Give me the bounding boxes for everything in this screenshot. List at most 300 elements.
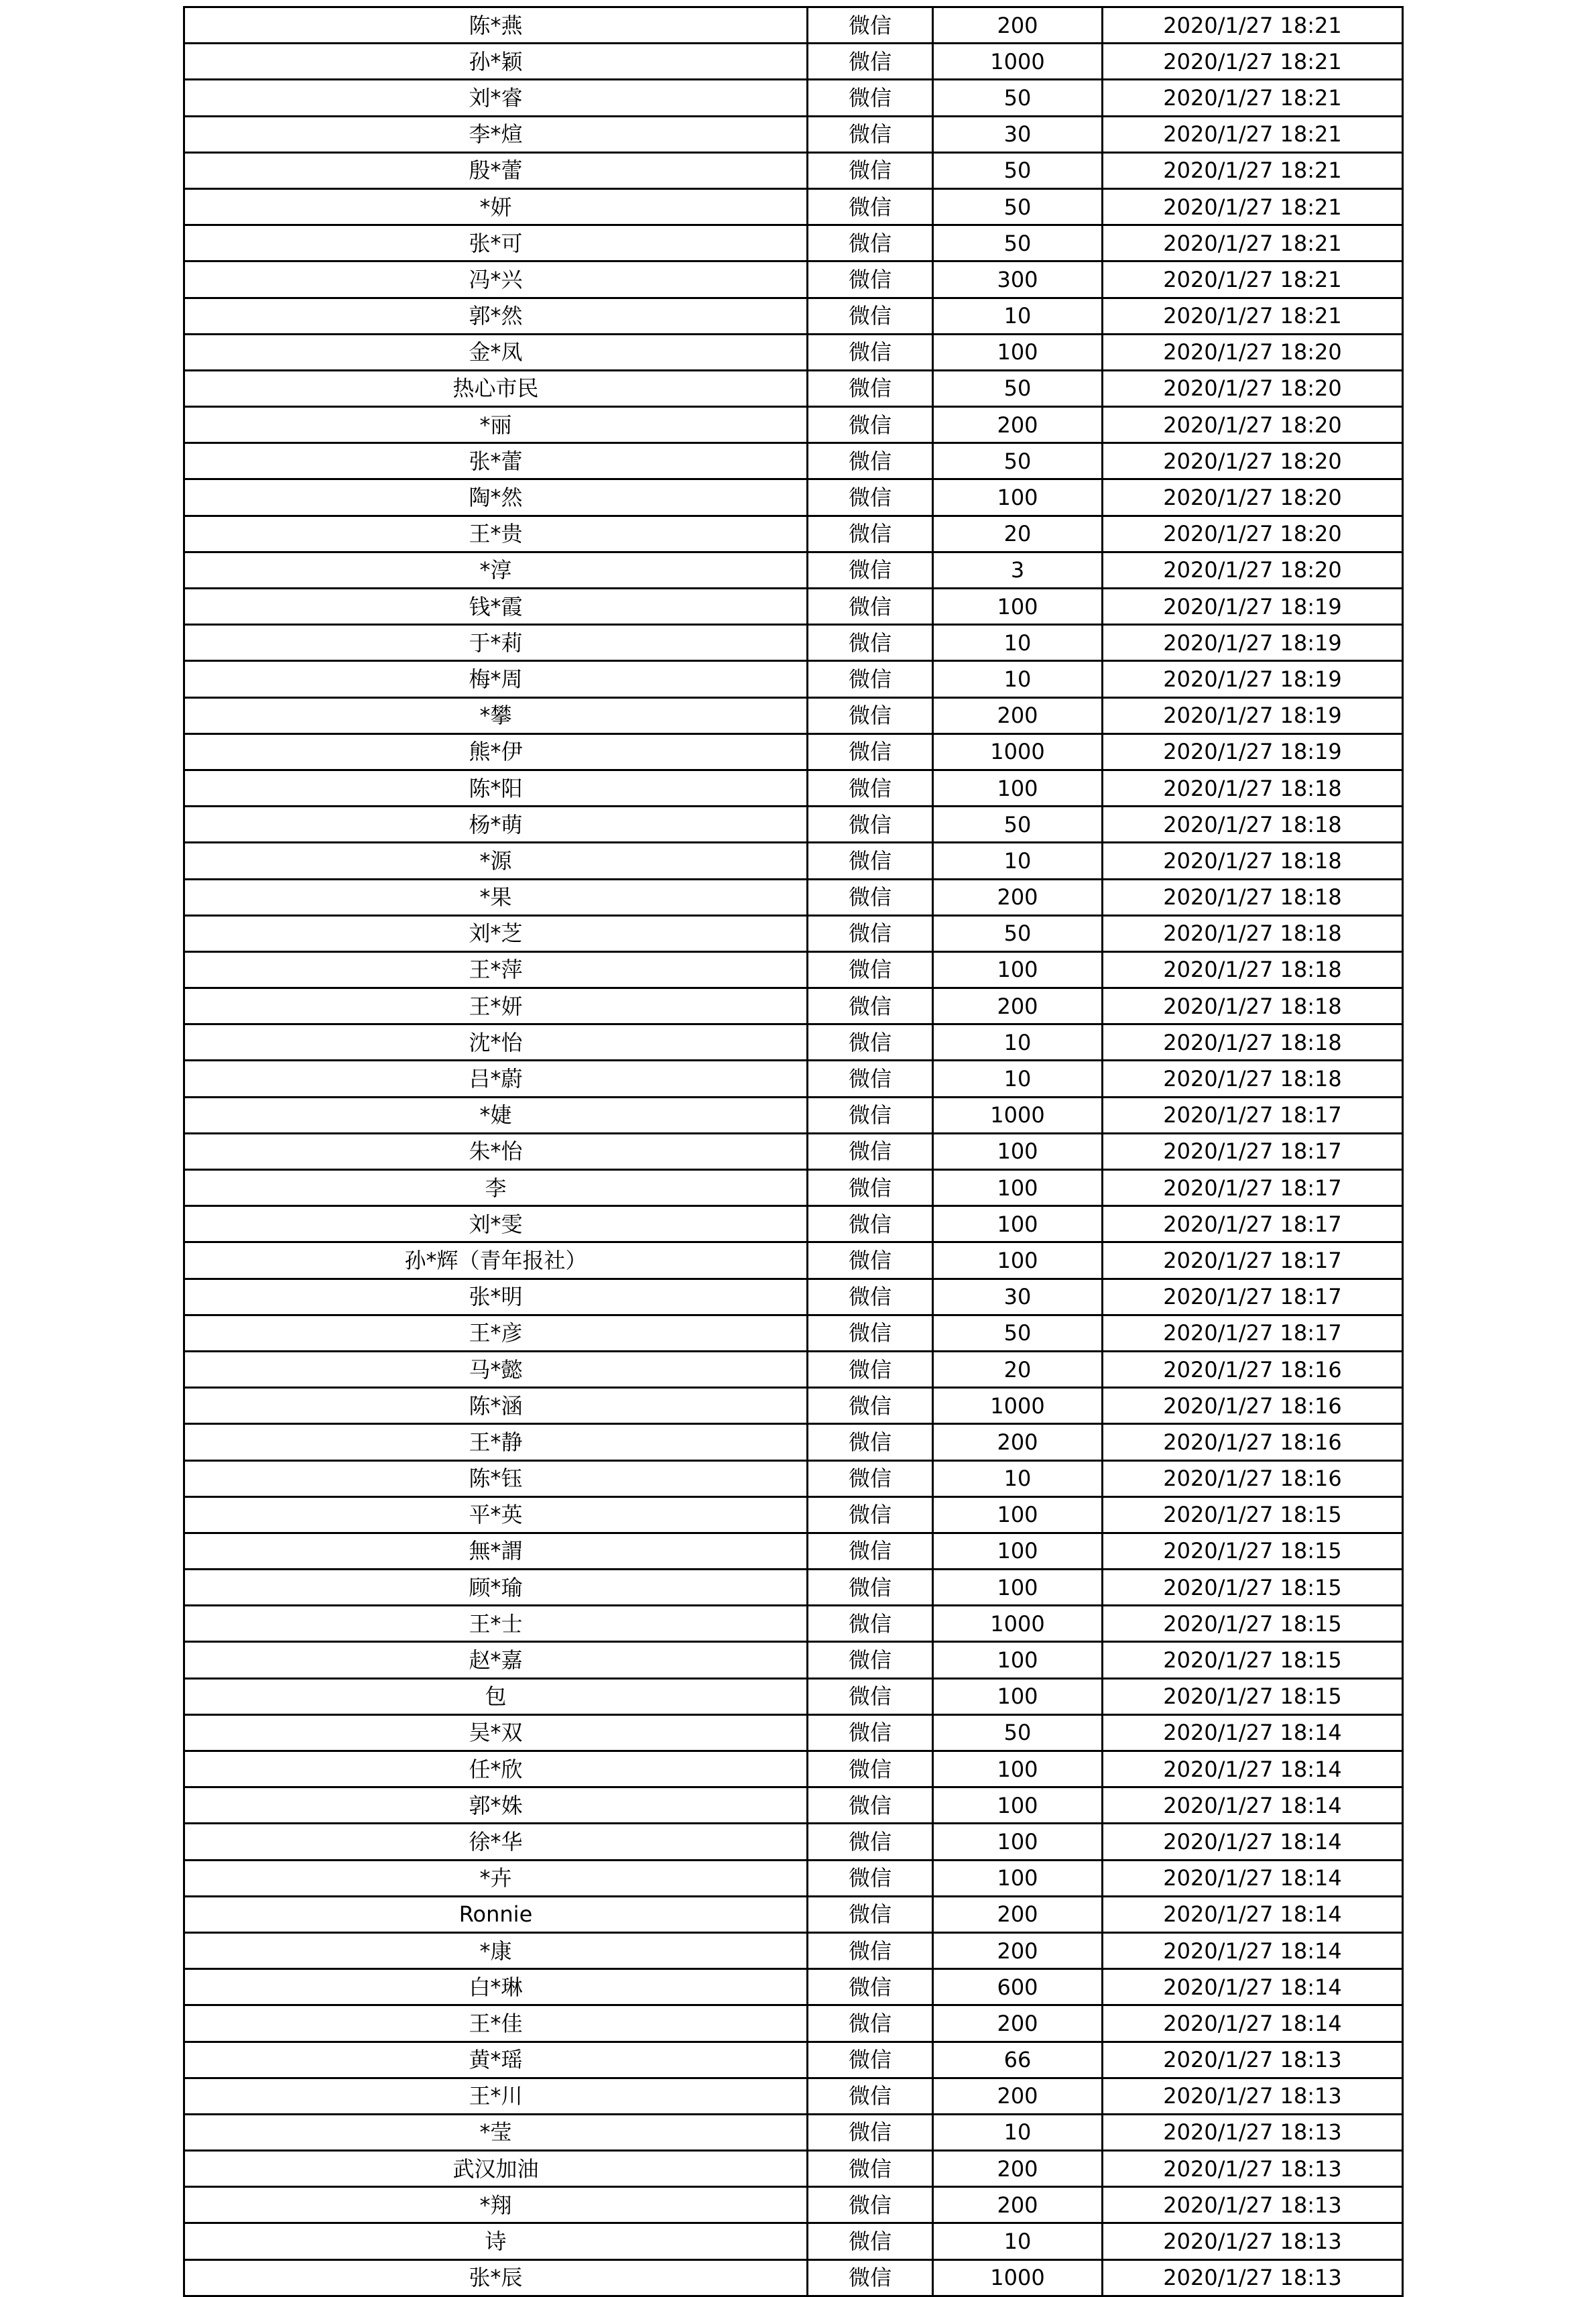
donor-name-cell: 殷*蕾 bbox=[184, 152, 808, 188]
payment-method-cell: 微信 bbox=[808, 1388, 933, 1424]
timestamp-cell: 2020/1/27 18:20 bbox=[1103, 443, 1403, 479]
payment-method-cell: 微信 bbox=[808, 1097, 933, 1133]
donation-table-body bbox=[184, 7, 1403, 2296]
donor-name-cell: *妍 bbox=[184, 188, 808, 225]
table-row bbox=[184, 1678, 1403, 1714]
donor-name-cell: 张*蕾 bbox=[184, 443, 808, 479]
donor-name-cell: 李 bbox=[184, 1170, 808, 1206]
payment-method-cell: 微信 bbox=[808, 1279, 933, 1315]
amount-cell: 600 bbox=[933, 1969, 1103, 2005]
donor-name-cell: 钱*霞 bbox=[184, 589, 808, 625]
timestamp-cell: 2020/1/27 18:14 bbox=[1103, 1932, 1403, 1968]
amount-cell: 200 bbox=[933, 2187, 1103, 2223]
timestamp-cell: 2020/1/27 18:14 bbox=[1103, 1824, 1403, 1860]
amount-cell: 200 bbox=[933, 988, 1103, 1024]
table-row bbox=[184, 1496, 1403, 1533]
timestamp-cell: 2020/1/27 18:19 bbox=[1103, 733, 1403, 770]
timestamp-cell: 2020/1/27 18:17 bbox=[1103, 1315, 1403, 1351]
payment-method-cell: 微信 bbox=[808, 733, 933, 770]
table-row bbox=[184, 2259, 1403, 2296]
payment-method-cell: 微信 bbox=[808, 225, 933, 261]
amount-cell: 30 bbox=[933, 116, 1103, 152]
donor-name-cell: 马*懿 bbox=[184, 1351, 808, 1387]
table-row bbox=[184, 807, 1403, 843]
payment-method-cell: 微信 bbox=[808, 770, 933, 806]
payment-method-cell: 微信 bbox=[808, 552, 933, 588]
timestamp-cell: 2020/1/27 18:20 bbox=[1103, 479, 1403, 516]
table-row bbox=[184, 1279, 1403, 1315]
donor-name-cell: 张*明 bbox=[184, 1279, 808, 1315]
amount-cell: 10 bbox=[933, 843, 1103, 879]
donor-name-cell: 吴*双 bbox=[184, 1714, 808, 1751]
donor-name-cell: 陈*涵 bbox=[184, 1388, 808, 1424]
payment-method-cell: 微信 bbox=[808, 516, 933, 552]
table-row bbox=[184, 661, 1403, 697]
payment-method-cell: 微信 bbox=[808, 1242, 933, 1279]
donor-name-cell: 王*贵 bbox=[184, 516, 808, 552]
payment-method-cell: 微信 bbox=[808, 2078, 933, 2114]
timestamp-cell: 2020/1/27 18:21 bbox=[1103, 7, 1403, 44]
donor-name-cell: 白*琳 bbox=[184, 1969, 808, 2005]
table-row bbox=[184, 1533, 1403, 1569]
donor-name-cell: 陈*燕 bbox=[184, 7, 808, 44]
payment-method-cell: 微信 bbox=[808, 589, 933, 625]
donor-name-cell: 诗 bbox=[184, 2223, 808, 2259]
amount-cell: 10 bbox=[933, 661, 1103, 697]
donor-name-cell: 热心市民 bbox=[184, 370, 808, 406]
table-row bbox=[184, 1024, 1403, 1061]
donor-name-cell: 郭*然 bbox=[184, 298, 808, 334]
donor-name-cell: 孙*辉（青年报社） bbox=[184, 1242, 808, 1279]
donor-name-cell: 顾*瑜 bbox=[184, 1570, 808, 1606]
amount-cell: 10 bbox=[933, 625, 1103, 661]
payment-method-cell: 微信 bbox=[808, 1932, 933, 1968]
donor-name-cell: 张*辰 bbox=[184, 2259, 808, 2296]
timestamp-cell: 2020/1/27 18:21 bbox=[1103, 188, 1403, 225]
donor-name-cell: 王*川 bbox=[184, 2078, 808, 2114]
table-row bbox=[184, 1787, 1403, 1824]
timestamp-cell: 2020/1/27 18:20 bbox=[1103, 516, 1403, 552]
amount-cell: 20 bbox=[933, 516, 1103, 552]
amount-cell: 100 bbox=[933, 1570, 1103, 1606]
payment-method-cell: 微信 bbox=[808, 116, 933, 152]
amount-cell: 100 bbox=[933, 770, 1103, 806]
timestamp-cell: 2020/1/27 18:15 bbox=[1103, 1533, 1403, 1569]
table-row bbox=[184, 1824, 1403, 1860]
timestamp-cell: 2020/1/27 18:18 bbox=[1103, 1024, 1403, 1061]
table-row bbox=[184, 188, 1403, 225]
payment-method-cell: 微信 bbox=[808, 443, 933, 479]
donor-name-cell: Ronnie bbox=[184, 1896, 808, 1932]
donor-name-cell: 熊*伊 bbox=[184, 733, 808, 770]
payment-method-cell: 微信 bbox=[808, 1206, 933, 1242]
payment-method-cell: 微信 bbox=[808, 298, 933, 334]
payment-method-cell: 微信 bbox=[808, 1424, 933, 1460]
table-row bbox=[184, 407, 1403, 443]
donor-name-cell: 王*萍 bbox=[184, 951, 808, 988]
timestamp-cell: 2020/1/27 18:18 bbox=[1103, 988, 1403, 1024]
table-row bbox=[184, 589, 1403, 625]
timestamp-cell: 2020/1/27 18:19 bbox=[1103, 589, 1403, 625]
payment-method-cell: 微信 bbox=[808, 1170, 933, 1206]
table-row bbox=[184, 770, 1403, 806]
timestamp-cell: 2020/1/27 18:13 bbox=[1103, 2078, 1403, 2114]
timestamp-cell: 2020/1/27 18:13 bbox=[1103, 2114, 1403, 2150]
amount-cell: 50 bbox=[933, 152, 1103, 188]
donor-name-cell: 刘*雯 bbox=[184, 1206, 808, 1242]
amount-cell: 50 bbox=[933, 1315, 1103, 1351]
payment-method-cell: 微信 bbox=[808, 152, 933, 188]
payment-method-cell: 微信 bbox=[808, 807, 933, 843]
payment-method-cell: 微信 bbox=[808, 1642, 933, 1678]
donor-name-cell: 冯*兴 bbox=[184, 261, 808, 298]
amount-cell: 30 bbox=[933, 1279, 1103, 1315]
table-row bbox=[184, 7, 1403, 44]
amount-cell: 200 bbox=[933, 1896, 1103, 1932]
timestamp-cell: 2020/1/27 18:18 bbox=[1103, 770, 1403, 806]
amount-cell: 100 bbox=[933, 1206, 1103, 1242]
amount-cell: 1000 bbox=[933, 733, 1103, 770]
donor-name-cell: 陈*钰 bbox=[184, 1460, 808, 1496]
amount-cell: 100 bbox=[933, 1642, 1103, 1678]
amount-cell: 200 bbox=[933, 407, 1103, 443]
payment-method-cell: 微信 bbox=[808, 1714, 933, 1751]
payment-method-cell: 微信 bbox=[808, 44, 933, 80]
timestamp-cell: 2020/1/27 18:13 bbox=[1103, 2042, 1403, 2078]
payment-method-cell: 微信 bbox=[808, 915, 933, 951]
donor-name-cell: *翔 bbox=[184, 2187, 808, 2223]
table-row bbox=[184, 44, 1403, 80]
amount-cell: 100 bbox=[933, 479, 1103, 516]
timestamp-cell: 2020/1/27 18:13 bbox=[1103, 2187, 1403, 2223]
table-row bbox=[184, 1932, 1403, 1968]
donor-name-cell: 刘*睿 bbox=[184, 80, 808, 116]
table-row bbox=[184, 479, 1403, 516]
table-row bbox=[184, 298, 1403, 334]
timestamp-cell: 2020/1/27 18:19 bbox=[1103, 625, 1403, 661]
donation-table bbox=[183, 6, 1404, 2297]
payment-method-cell: 微信 bbox=[808, 988, 933, 1024]
donor-name-cell: 陶*然 bbox=[184, 479, 808, 516]
payment-method-cell: 微信 bbox=[808, 1860, 933, 1896]
amount-cell: 200 bbox=[933, 2005, 1103, 2042]
donor-name-cell: 王*静 bbox=[184, 1424, 808, 1460]
donor-name-cell: 王*妍 bbox=[184, 988, 808, 1024]
donor-name-cell: *丽 bbox=[184, 407, 808, 443]
table-row bbox=[184, 1061, 1403, 1097]
timestamp-cell: 2020/1/27 18:17 bbox=[1103, 1206, 1403, 1242]
donor-name-cell: 黄*瑶 bbox=[184, 2042, 808, 2078]
table-row bbox=[184, 261, 1403, 298]
timestamp-cell: 2020/1/27 18:20 bbox=[1103, 334, 1403, 370]
table-row bbox=[184, 1460, 1403, 1496]
donor-name-cell: 武汉加油 bbox=[184, 2151, 808, 2187]
table-row bbox=[184, 2042, 1403, 2078]
amount-cell: 66 bbox=[933, 2042, 1103, 2078]
donor-name-cell: *康 bbox=[184, 1932, 808, 1968]
table-row bbox=[184, 2223, 1403, 2259]
timestamp-cell: 2020/1/27 18:16 bbox=[1103, 1460, 1403, 1496]
timestamp-cell: 2020/1/27 18:13 bbox=[1103, 2223, 1403, 2259]
timestamp-cell: 2020/1/27 18:14 bbox=[1103, 1896, 1403, 1932]
table-row bbox=[184, 1642, 1403, 1678]
table-row bbox=[184, 1751, 1403, 1787]
timestamp-cell: 2020/1/27 18:16 bbox=[1103, 1424, 1403, 1460]
timestamp-cell: 2020/1/27 18:14 bbox=[1103, 1787, 1403, 1824]
table-row bbox=[184, 733, 1403, 770]
timestamp-cell: 2020/1/27 18:14 bbox=[1103, 1751, 1403, 1787]
payment-method-cell: 微信 bbox=[808, 1570, 933, 1606]
amount-cell: 10 bbox=[933, 1024, 1103, 1061]
amount-cell: 20 bbox=[933, 1351, 1103, 1387]
payment-method-cell: 微信 bbox=[808, 7, 933, 44]
timestamp-cell: 2020/1/27 18:21 bbox=[1103, 152, 1403, 188]
payment-method-cell: 微信 bbox=[808, 1315, 933, 1351]
timestamp-cell: 2020/1/27 18:14 bbox=[1103, 1714, 1403, 1751]
payment-method-cell: 微信 bbox=[808, 951, 933, 988]
table-row bbox=[184, 2187, 1403, 2223]
donor-name-cell: 沈*怡 bbox=[184, 1024, 808, 1061]
payment-method-cell: 微信 bbox=[808, 1824, 933, 1860]
table-row bbox=[184, 116, 1403, 152]
amount-cell: 100 bbox=[933, 1824, 1103, 1860]
timestamp-cell: 2020/1/27 18:21 bbox=[1103, 298, 1403, 334]
donor-name-cell: 于*莉 bbox=[184, 625, 808, 661]
table-row bbox=[184, 1424, 1403, 1460]
amount-cell: 50 bbox=[933, 225, 1103, 261]
table-row bbox=[184, 1170, 1403, 1206]
payment-method-cell: 微信 bbox=[808, 1496, 933, 1533]
payment-method-cell: 微信 bbox=[808, 697, 933, 733]
table-row bbox=[184, 1351, 1403, 1387]
amount-cell: 1000 bbox=[933, 1097, 1103, 1133]
timestamp-cell: 2020/1/27 18:15 bbox=[1103, 1496, 1403, 1533]
table-row bbox=[184, 552, 1403, 588]
table-row bbox=[184, 915, 1403, 951]
donor-name-cell: *攀 bbox=[184, 697, 808, 733]
table-row bbox=[184, 2151, 1403, 2187]
amount-cell: 3 bbox=[933, 552, 1103, 588]
table-row bbox=[184, 2078, 1403, 2114]
payment-method-cell: 微信 bbox=[808, 370, 933, 406]
table-row bbox=[184, 1860, 1403, 1896]
table-row bbox=[184, 370, 1403, 406]
donor-name-cell: 梅*周 bbox=[184, 661, 808, 697]
timestamp-cell: 2020/1/27 18:20 bbox=[1103, 552, 1403, 588]
payment-method-cell: 微信 bbox=[808, 1787, 933, 1824]
table-row bbox=[184, 516, 1403, 552]
amount-cell: 200 bbox=[933, 1932, 1103, 1968]
amount-cell: 1000 bbox=[933, 1606, 1103, 1642]
table-row bbox=[184, 225, 1403, 261]
payment-method-cell: 微信 bbox=[808, 1024, 933, 1061]
amount-cell: 50 bbox=[933, 443, 1103, 479]
table-row bbox=[184, 1714, 1403, 1751]
payment-method-cell: 微信 bbox=[808, 661, 933, 697]
timestamp-cell: 2020/1/27 18:21 bbox=[1103, 225, 1403, 261]
amount-cell: 100 bbox=[933, 1751, 1103, 1787]
amount-cell: 200 bbox=[933, 7, 1103, 44]
table-row bbox=[184, 1206, 1403, 1242]
timestamp-cell: 2020/1/27 18:18 bbox=[1103, 807, 1403, 843]
donor-name-cell: 平*英 bbox=[184, 1496, 808, 1533]
amount-cell: 10 bbox=[933, 2223, 1103, 2259]
timestamp-cell: 2020/1/27 18:18 bbox=[1103, 843, 1403, 879]
amount-cell: 50 bbox=[933, 80, 1103, 116]
timestamp-cell: 2020/1/27 18:15 bbox=[1103, 1606, 1403, 1642]
amount-cell: 100 bbox=[933, 1170, 1103, 1206]
amount-cell: 200 bbox=[933, 2078, 1103, 2114]
amount-cell: 1000 bbox=[933, 1388, 1103, 1424]
timestamp-cell: 2020/1/27 18:17 bbox=[1103, 1133, 1403, 1169]
payment-method-cell: 微信 bbox=[808, 843, 933, 879]
amount-cell: 50 bbox=[933, 915, 1103, 951]
table-row bbox=[184, 988, 1403, 1024]
amount-cell: 50 bbox=[933, 807, 1103, 843]
timestamp-cell: 2020/1/27 18:15 bbox=[1103, 1678, 1403, 1714]
payment-method-cell: 微信 bbox=[808, 261, 933, 298]
amount-cell: 50 bbox=[933, 1714, 1103, 1751]
amount-cell: 200 bbox=[933, 879, 1103, 915]
donor-name-cell: 张*可 bbox=[184, 225, 808, 261]
timestamp-cell: 2020/1/27 18:14 bbox=[1103, 1969, 1403, 2005]
donor-name-cell: 王*佳 bbox=[184, 2005, 808, 2042]
timestamp-cell: 2020/1/27 18:19 bbox=[1103, 661, 1403, 697]
table-row bbox=[184, 1388, 1403, 1424]
amount-cell: 200 bbox=[933, 2151, 1103, 2187]
payment-method-cell: 微信 bbox=[808, 407, 933, 443]
table-row bbox=[184, 1097, 1403, 1133]
payment-method-cell: 微信 bbox=[808, 334, 933, 370]
timestamp-cell: 2020/1/27 18:17 bbox=[1103, 1170, 1403, 1206]
timestamp-cell: 2020/1/27 18:21 bbox=[1103, 80, 1403, 116]
payment-method-cell: 微信 bbox=[808, 2114, 933, 2150]
donor-name-cell: 郭*姝 bbox=[184, 1787, 808, 1824]
timestamp-cell: 2020/1/27 18:21 bbox=[1103, 261, 1403, 298]
donor-name-cell: 李*煊 bbox=[184, 116, 808, 152]
donor-name-cell: 金*凤 bbox=[184, 334, 808, 370]
payment-method-cell: 微信 bbox=[808, 2042, 933, 2078]
amount-cell: 200 bbox=[933, 697, 1103, 733]
amount-cell: 1000 bbox=[933, 2259, 1103, 2296]
amount-cell: 50 bbox=[933, 370, 1103, 406]
table-row bbox=[184, 1606, 1403, 1642]
donor-name-cell: 包 bbox=[184, 1678, 808, 1714]
amount-cell: 10 bbox=[933, 1460, 1103, 1496]
amount-cell: 100 bbox=[933, 1133, 1103, 1169]
payment-method-cell: 微信 bbox=[808, 2005, 933, 2042]
payment-method-cell: 微信 bbox=[808, 1678, 933, 1714]
donor-name-cell: 無*謂 bbox=[184, 1533, 808, 1569]
table-row bbox=[184, 1242, 1403, 1279]
payment-method-cell: 微信 bbox=[808, 625, 933, 661]
table-row bbox=[184, 152, 1403, 188]
timestamp-cell: 2020/1/27 18:15 bbox=[1103, 1570, 1403, 1606]
donor-name-cell: 任*欣 bbox=[184, 1751, 808, 1787]
timestamp-cell: 2020/1/27 18:20 bbox=[1103, 407, 1403, 443]
table-row bbox=[184, 1570, 1403, 1606]
table-row bbox=[184, 1896, 1403, 1932]
amount-cell: 100 bbox=[933, 1860, 1103, 1896]
table-row bbox=[184, 697, 1403, 733]
timestamp-cell: 2020/1/27 18:17 bbox=[1103, 1279, 1403, 1315]
timestamp-cell: 2020/1/27 18:15 bbox=[1103, 1642, 1403, 1678]
donor-name-cell: *淳 bbox=[184, 552, 808, 588]
donor-name-cell: *源 bbox=[184, 843, 808, 879]
donor-name-cell: 朱*怡 bbox=[184, 1133, 808, 1169]
payment-method-cell: 微信 bbox=[808, 2223, 933, 2259]
amount-cell: 100 bbox=[933, 1533, 1103, 1569]
payment-method-cell: 微信 bbox=[808, 1896, 933, 1932]
table-row bbox=[184, 443, 1403, 479]
payment-method-cell: 微信 bbox=[808, 2187, 933, 2223]
donor-name-cell: 刘*芝 bbox=[184, 915, 808, 951]
payment-method-cell: 微信 bbox=[808, 1460, 933, 1496]
timestamp-cell: 2020/1/27 18:18 bbox=[1103, 879, 1403, 915]
amount-cell: 10 bbox=[933, 298, 1103, 334]
payment-method-cell: 微信 bbox=[808, 1751, 933, 1787]
donor-name-cell: 徐*华 bbox=[184, 1824, 808, 1860]
timestamp-cell: 2020/1/27 18:21 bbox=[1103, 116, 1403, 152]
amount-cell: 300 bbox=[933, 261, 1103, 298]
table-row bbox=[184, 1969, 1403, 2005]
donor-name-cell: 王*彦 bbox=[184, 1315, 808, 1351]
table-row bbox=[184, 951, 1403, 988]
donor-name-cell: 孙*颖 bbox=[184, 44, 808, 80]
amount-cell: 200 bbox=[933, 1424, 1103, 1460]
payment-method-cell: 微信 bbox=[808, 1533, 933, 1569]
timestamp-cell: 2020/1/27 18:14 bbox=[1103, 2005, 1403, 2042]
amount-cell: 100 bbox=[933, 1787, 1103, 1824]
timestamp-cell: 2020/1/27 18:16 bbox=[1103, 1388, 1403, 1424]
donor-name-cell: *莹 bbox=[184, 2114, 808, 2150]
amount-cell: 100 bbox=[933, 1242, 1103, 1279]
donor-name-cell: 杨*萌 bbox=[184, 807, 808, 843]
amount-cell: 1000 bbox=[933, 44, 1103, 80]
table-row bbox=[184, 1133, 1403, 1169]
table-row bbox=[184, 843, 1403, 879]
timestamp-cell: 2020/1/27 18:18 bbox=[1103, 951, 1403, 988]
donor-name-cell: *卉 bbox=[184, 1860, 808, 1896]
payment-method-cell: 微信 bbox=[808, 1606, 933, 1642]
timestamp-cell: 2020/1/27 18:16 bbox=[1103, 1351, 1403, 1387]
amount-cell: 10 bbox=[933, 2114, 1103, 2150]
timestamp-cell: 2020/1/27 18:13 bbox=[1103, 2259, 1403, 2296]
payment-method-cell: 微信 bbox=[808, 2259, 933, 2296]
donor-name-cell: 陈*阳 bbox=[184, 770, 808, 806]
donor-name-cell: 赵*嘉 bbox=[184, 1642, 808, 1678]
payment-method-cell: 微信 bbox=[808, 188, 933, 225]
amount-cell: 100 bbox=[933, 334, 1103, 370]
amount-cell: 10 bbox=[933, 1061, 1103, 1097]
donor-name-cell: *果 bbox=[184, 879, 808, 915]
timestamp-cell: 2020/1/27 18:18 bbox=[1103, 915, 1403, 951]
payment-method-cell: 微信 bbox=[808, 1969, 933, 2005]
donor-name-cell: 吕*蔚 bbox=[184, 1061, 808, 1097]
payment-method-cell: 微信 bbox=[808, 879, 933, 915]
amount-cell: 100 bbox=[933, 1496, 1103, 1533]
donor-name-cell: *婕 bbox=[184, 1097, 808, 1133]
amount-cell: 50 bbox=[933, 188, 1103, 225]
timestamp-cell: 2020/1/27 18:19 bbox=[1103, 697, 1403, 733]
timestamp-cell: 2020/1/27 18:18 bbox=[1103, 1061, 1403, 1097]
timestamp-cell: 2020/1/27 18:21 bbox=[1103, 44, 1403, 80]
table-row bbox=[184, 334, 1403, 370]
amount-cell: 100 bbox=[933, 589, 1103, 625]
amount-cell: 100 bbox=[933, 1678, 1103, 1714]
timestamp-cell: 2020/1/27 18:13 bbox=[1103, 2151, 1403, 2187]
table-row bbox=[184, 2114, 1403, 2150]
